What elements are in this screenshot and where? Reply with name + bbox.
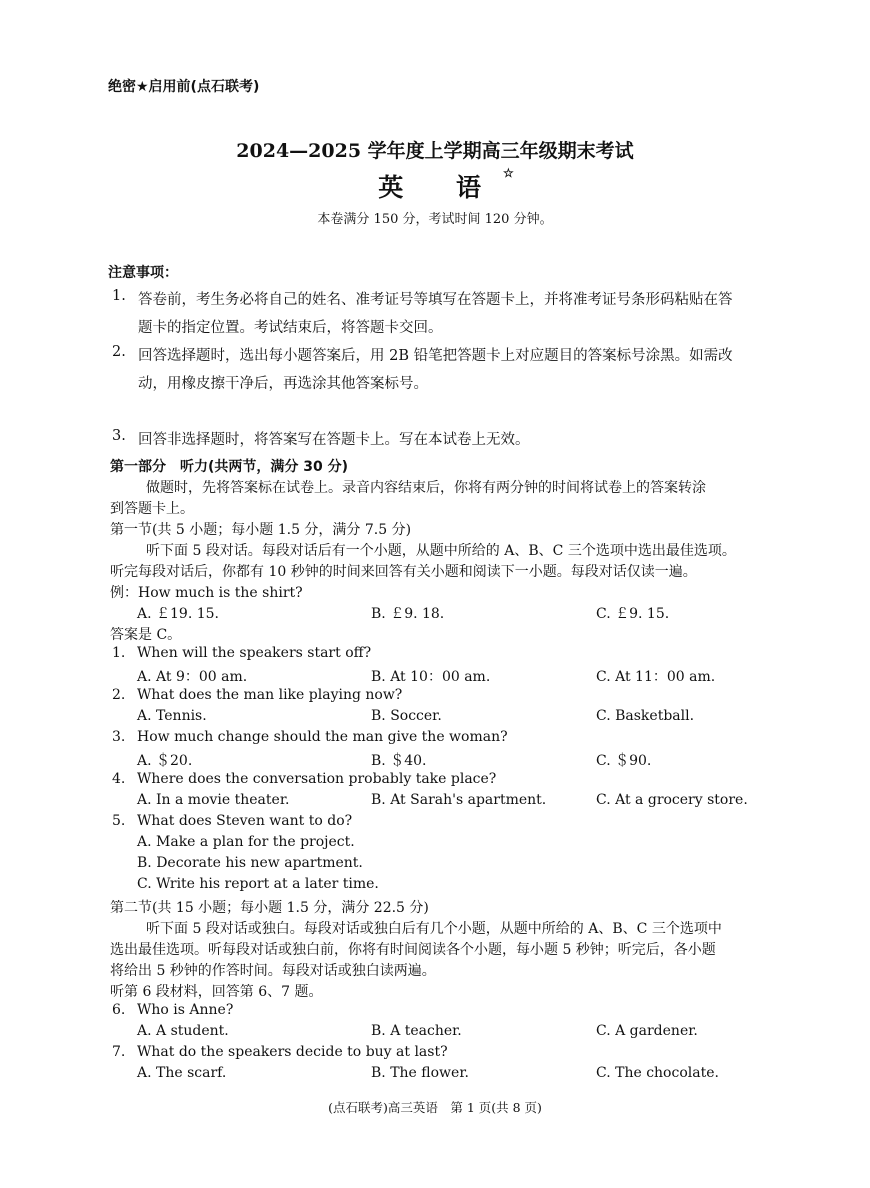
option-b: B. Soccer. bbox=[371, 708, 442, 724]
part-intro: 做题时，先将答案标在试卷上。录音内容结束后，你将有两分钟的时间将试卷上的答案转涂 bbox=[146, 480, 706, 496]
note-line: 回答非选择题时，将答案写在答题卡上。写在本试卷上无效。 bbox=[138, 432, 530, 448]
material-label: 听第 6 段材料，回答第 6、7 题。 bbox=[110, 984, 323, 1000]
question-text: How much change should the man give the woman? bbox=[137, 729, 508, 745]
question-number: 3. bbox=[112, 729, 126, 745]
question-text: What does Steven want to do? bbox=[137, 813, 353, 829]
exam-title: 2024—2025 学年度上学期高三年级期末考试 bbox=[236, 140, 634, 162]
question-text: What does the man like playing now? bbox=[137, 687, 403, 703]
option-b: B. At Sarah's apartment. bbox=[371, 792, 547, 808]
subject-text: 英 语 bbox=[378, 173, 503, 202]
part-heading: 第一部分 听力(共两节，满分 30 分) bbox=[110, 459, 349, 475]
subject-title bbox=[0, 168, 870, 204]
option-c: C. A gardener. bbox=[596, 1023, 698, 1039]
note-number: 2. bbox=[112, 344, 126, 360]
option-a: A. A student. bbox=[137, 1023, 229, 1039]
option-a: A. ＄20. bbox=[137, 753, 193, 769]
option-b: B. ＄40. bbox=[371, 753, 427, 769]
question-number: 1. bbox=[112, 645, 126, 661]
note-number: 3. bbox=[112, 428, 126, 444]
note-line: 答卷前，考生务必将自己的姓名、准考证号等填写在答题卡上，并将准考证号条形码粘贴在答 bbox=[138, 292, 733, 308]
section-instructions: 听完每段对话后，你都有 10 秒钟的时间来回答有关小题和阅读下一小题。每段对话仅读一遍。 bbox=[110, 564, 697, 580]
section-heading: 第二节(共 15 小题；每小题 1.5 分，满分 22.5 分) bbox=[110, 900, 429, 916]
option-a: A. At 9：00 am. bbox=[137, 669, 248, 685]
option-b: B. At 10：00 am. bbox=[371, 669, 491, 685]
subject-mark: ☆ bbox=[502, 166, 514, 180]
example-question: 例：How much is the shirt? bbox=[110, 585, 303, 601]
note-number: 1. bbox=[112, 288, 126, 304]
exam-meta: 本卷满分 150 分，考试时间 120 分钟。 bbox=[317, 212, 553, 227]
part-intro: 到答题卡上。 bbox=[110, 501, 194, 517]
question-number: 4. bbox=[112, 771, 126, 787]
question-text: Who is Anne? bbox=[137, 1002, 234, 1018]
section-instructions: 听下面 5 段对话。每段对话后有一个小题，从题中所给的 A、B、C 三个选项中选出最佳选项。 bbox=[146, 543, 736, 559]
section-instructions: 将给出 5 秒钟的作答时间。每段对话或独白读两遍。 bbox=[110, 963, 436, 979]
question-number: 2. bbox=[112, 687, 126, 703]
option-c: C. At a grocery store. bbox=[596, 792, 748, 808]
option-a: A. Make a plan for the project. bbox=[137, 834, 355, 850]
notes-heading: 注意事项： bbox=[108, 265, 178, 281]
option-b: B. ￡9. 18. bbox=[371, 606, 445, 622]
question-number: 6. bbox=[112, 1002, 126, 1018]
option-b: B. The flower. bbox=[371, 1065, 469, 1081]
question-text: Where does the conversation probably take place? bbox=[137, 771, 497, 787]
option-b: B. A teacher. bbox=[371, 1023, 462, 1039]
note-line: 题卡的指定位置。考试结束后，将答题卡交回。 bbox=[138, 320, 443, 336]
option-a: A. The scarf. bbox=[137, 1065, 227, 1081]
section-heading: 第一节(共 5 小题；每小题 1.5 分，满分 7.5 分) bbox=[110, 522, 412, 538]
option-b: B. Decorate his new apartment. bbox=[137, 855, 363, 871]
page-footer: (点石联考)高三英语 第 1 页(共 8 页) bbox=[328, 1100, 542, 1115]
option-a: A. ￡19. 15. bbox=[137, 606, 219, 622]
option-c: C. ￡9. 15. bbox=[596, 606, 670, 622]
option-a: A. Tennis. bbox=[137, 708, 207, 724]
option-c: C. Basketball. bbox=[596, 708, 695, 724]
question-number: 5. bbox=[112, 813, 126, 829]
note-line: 动，用橡皮擦干净后，再选涂其他答案标号。 bbox=[138, 376, 428, 392]
secret-label: 绝密★启用前(点石联考) bbox=[108, 79, 260, 95]
option-c: C. At 11：00 am. bbox=[596, 669, 716, 685]
section-instructions: 听下面 5 段对话或独白。每段对话或独白后有几个小题，从题中所给的 A、B、C 三个选项中 bbox=[146, 921, 722, 937]
option-c: C. The chocolate. bbox=[596, 1065, 719, 1081]
option-c: C. Write his report at a later time. bbox=[137, 876, 379, 892]
option-c: C. ＄90. bbox=[596, 753, 652, 769]
option-a: A. In a movie theater. bbox=[137, 792, 290, 808]
example-answer: 答案是 C。 bbox=[110, 627, 182, 643]
section-instructions: 选出最佳选项。听每段对话或独白前，你将有时间阅读各个小题，每小题 5 秒钟；听完后，各小题 bbox=[110, 942, 716, 958]
question-text: What do the speakers decide to buy at last? bbox=[137, 1044, 448, 1060]
note-line: 回答选择题时，选出每小题答案后，用 2B 铅笔把答题卡上对应题目的答案标号涂黑。如需改 bbox=[138, 348, 733, 364]
question-number: 7. bbox=[112, 1044, 126, 1060]
question-text: When will the speakers start off? bbox=[137, 645, 372, 661]
